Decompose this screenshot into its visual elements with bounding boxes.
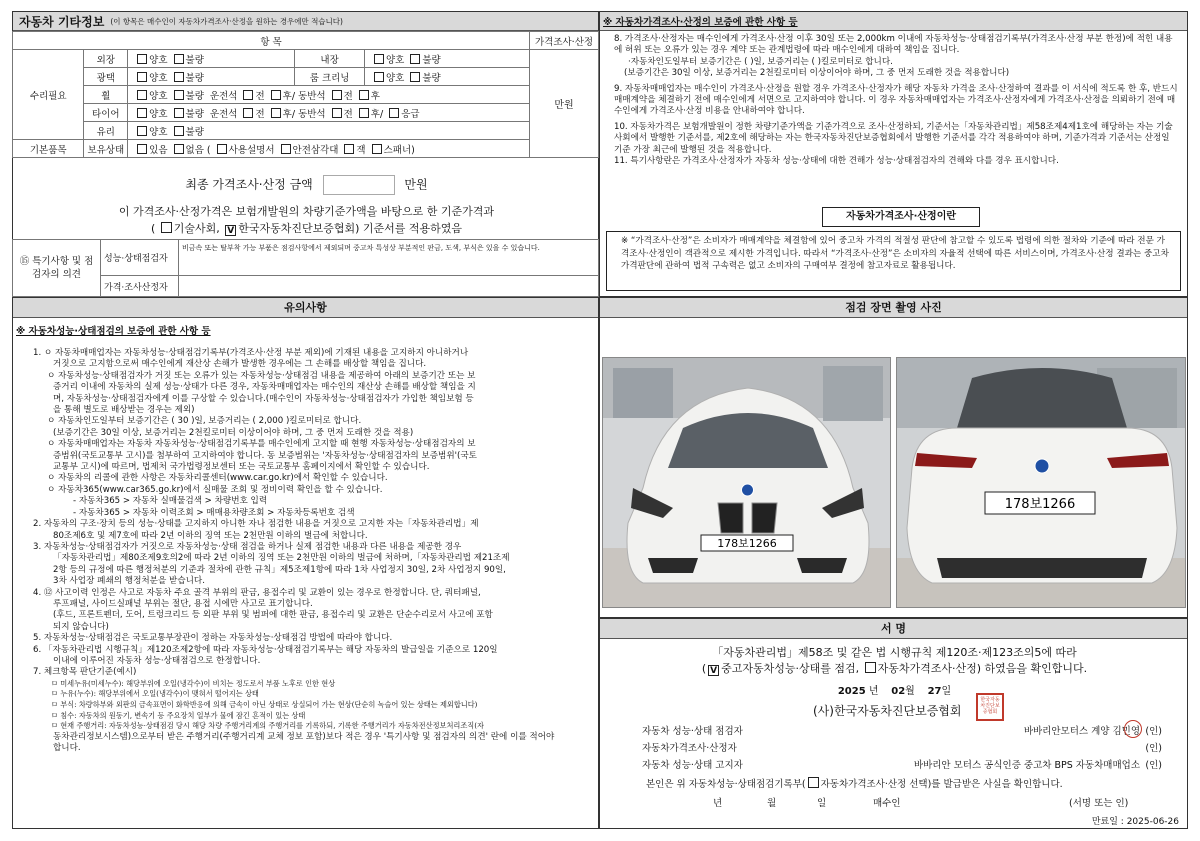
receipt-text-b: 자동차가격조사·산정 선택)를 발급받은 사실을 확인합니다. [820,779,1063,790]
checkbox-bad[interactable] [410,54,420,64]
checkbox-front[interactable] [332,90,342,100]
signer-role: 자동차 성능·상태 고지자 [642,760,743,771]
notice-line: 6. 「자동차관리법 시행규칙」제120조제2항에 따라 자동차성능·상태점검기록부는 해당 자동차의 발급일을 기준으로 120일 [33,644,498,655]
checkbox-bad[interactable] [174,126,184,136]
signer-role: 자동차 성능·상태 점검자 [642,726,743,737]
notice-line: 합니다. [53,743,81,754]
checkbox-good[interactable] [137,72,147,82]
bad-label: 불량 [185,126,204,138]
buyer-label: 매수인 [873,798,901,809]
good-label: 양호 [149,126,168,138]
vehicle-other-info-section [12,11,599,297]
section-header [600,12,1187,31]
notice-line: 3차 사업장 폐쇄의 행정처분을 받습니다. [53,576,205,587]
front-label: 전 [343,90,353,102]
checkbox-triangle[interactable] [281,144,291,154]
notice-line: ㅇ 자동차매매업자는 자동차 자동차성능·상태점검기록부를 매수인에게 고지할 때 현행 자동차성능·상태점검자의 보 [47,439,476,450]
bad-label: 불량 [185,72,204,84]
driver-seat-label: 운전석 [209,90,238,102]
col-item-header: 항 목 [13,32,530,50]
notice-line: ㅁ 부식: 차량하부와 외판의 금속표면이 화학반응에 의해 금속이 아닌 상태로 상실되어 가는 현상(단순히 녹슬어 있는 상태는 제외합니다) [51,699,478,709]
jack-label: 잭 [356,144,366,156]
notice-line: 1. ㅇ 자동차매매업자는 자동차성능·상태점검기록부(가격조사·산정 부분 제외)에 기재된 내용을 고지하지 아니하거나 [33,348,469,358]
front-plate-text: 178보1266 [717,537,777,550]
date-month-label: 월 [767,798,777,809]
notice-line: (후드, 프론트펜더, 도어, 트렁크리드 등 외판 부위 및 범퍼에 대한 판금, 용접수리 및 교환은 단순수리로서 사고에 포함 [53,610,493,621]
receipt-line [646,776,1186,790]
notice-line: 이내에 이루어진 자동차 성능·상태점검으로 한정합니다. [53,655,261,666]
seal-mark[interactable]: (인) [1145,743,1162,754]
confirm-line: ( V 중고자동차성능·상태를 점검, 자동차가격조사·산정) 하였음을 확인합니다. [701,662,1088,676]
notice-line: 동차관리정보시스템)으로부터 받은 주행거리(주행거리계 교체 정보 포함)보다 적은 경우 '특기사항 및 점검자의 의견' 란에 이를 적어야 [53,731,555,742]
price-basis-line: 이 가격조사·산정가격은 보험개발원의 차량기준가액을 바탕으로 한 기준가격과 [118,205,495,218]
checkbox-have[interactable] [137,144,147,154]
checkbox-rear[interactable] [359,108,369,118]
notice-title: 유의사항 [13,298,598,318]
issue-date [600,682,1189,697]
notice-line: ㅁ 현재 주행거리: 자동차성능·상태점검 당시 해당 차량 주행거리계의 주행거리를 기록하되, 기록한 주행거리가 자동차전산정보처리조직(자 [51,721,484,731]
notice-line: 4. ⑫ 사고이력 인정은 사고로 자동차 주요 골격 부위의 판금, 용접수리 및 교환이 있는 경우로 한정합니다. 단, 쿼터패널, [33,587,481,598]
notice-line: ㅇ 자동차의 리콜에 관한 사항은 자동차리콜센터(www.car.go.kr)에서 확인할 수 있습니다. [47,473,388,484]
notice-line: 되지 않습니다) [53,621,109,632]
row-label-gloss: 광택 [84,68,128,86]
checkbox-bad[interactable] [174,90,184,100]
row-label-interior: 내장 [295,50,365,68]
row-label-glass: 유리 [84,122,128,140]
notice-line: 교통부 고시)에 따르며, 법제처 국가법령정보센터 또는 국토교통부 홈페이지에서 확인할 수 있습니다. [53,462,430,473]
final-price-row [13,175,600,195]
seal-mark[interactable]: (인) [1145,760,1162,771]
organization-seal [976,693,1004,721]
checkbox-front[interactable] [243,108,253,118]
item-8-sub1: ·자동차인도일부터 보증기간은 ( )일, 보증거리는 ( )킬로미터로 합니다. [628,56,893,67]
checkbox-bad[interactable] [410,72,420,82]
month-unit: 월 [905,686,915,697]
price-basis-options: ( 기술사회, V 한국자동차진단보증협회) 기준서를 적용하였음 [150,222,463,236]
inspector-seal [1124,720,1142,738]
signer-row [642,757,1174,774]
price-definition-title: 자동차가격조사·산정이란 [822,207,980,227]
basic-items-label: 기본품목 [13,140,84,158]
expiry-date: 만료일 : 2025-06-26 [1091,817,1179,827]
tech-society-label: 기술사회, [173,222,220,235]
performance-inspector-note: 비금속 또는 탈부착 가능 부품은 점검사항에서 제외되며 중고차 특성상 부분적인 판금, 도색, 부식은 있을 수 있습니다. [179,240,599,276]
issue-day: 27 [927,686,942,697]
good-label: 양호 [149,54,168,66]
passenger-seat-label: / 동반석 [291,90,326,102]
section-subtitle: (이 항목은 매수인이 자동차가격조사·산정을 원하는 경우에만 적습니다) [110,16,343,26]
notice-line: ㅇ 자동차인도일부터 보증기간은 ( 30 )일, 보증거리는 ( 2,000 )킬로미터로 합니다. [47,416,362,427]
signer-row [642,740,1174,757]
checkbox-good[interactable] [137,108,147,118]
price-inspector-label: 가격·조사산정자 [101,276,179,297]
checkbox-spanner[interactable] [372,144,382,154]
performance-inspection-label: 중고자동차성능·상태를 점검, [721,662,860,675]
seal-text: 한국자동차진단보증협회 [980,697,1000,715]
manual-label: 사용설명서 [228,144,275,156]
item-11: 11. 특기사항란은 가격조사·산정자가 자동차 성능·상태에 대한 견해가 성능·상태점검자의 견해와 다를 경우 표시합니다. [614,156,1059,167]
price-definition-text: ※ “가격조사·산정”은 소비자가 매매계약을 체결함에 있어 중고차 가격의 적절성 판단에 참고할 수 있도록 법령에 의한 절차와 기준에 따라 전문 가격조사·산정인이 객관적으로 제시한 가격입니다. 따라서 “가격조사·산정”은 소비자의 자율적 선택에 따른 서비스이며, 가격조사·산정 결과는 중고차 가격판단에 관하여 법적 구속력은 없고 소비자의 구매여부 결정에 참고자료로 활용됩니다. [621,236,1169,271]
signer-name: 바바리안 모터스 공식인증 중고차 BPS 자동차매매업소 [913,760,1140,771]
checkbox-receipt-price[interactable] [808,777,819,788]
rear-label: 후 [370,90,380,102]
checkbox-front[interactable] [332,108,342,118]
section-title: ※ 자동차가격조사·산정의 보증에 관한 사항 등 [603,17,798,28]
notice-line: 5. 자동차성능·상태점검은 국토교통부장관이 정하는 자동차성능·상태점검 방법에 따라야 합니다. [33,633,393,644]
row-label-holding: 보유상태 [84,140,128,158]
notice-line: 3. 자동차성능·상태점검자가 거짓으로 자동차성능·상태 점검을 하거나 실제 점검한 내용과 다른 내용을 제공한 경우 [33,541,462,552]
signer-rows [642,723,1174,774]
price-guarantee-section [599,11,1188,297]
signer-row [642,723,1174,740]
issue-month: 02 [891,686,906,697]
good-label: 양호 [149,108,168,120]
checkbox-none[interactable] [174,144,184,154]
checkbox-manual[interactable] [217,144,227,154]
notice-line: 7. 체크항목 판단기준(예시) [33,667,137,678]
front-car-image [603,358,891,608]
bad-label: 불량 [422,72,441,84]
front-label: 전 [255,108,265,120]
notice-line: 루프패널, 사이드실패널 부위는 절단, 용접 시에만 사고로 표기합니다. [53,598,313,609]
col-price-header: 가격조사·산정 [530,32,599,50]
item-9: 9. 자동차매매업자는 매수인이 가격조사·산정을 원할 경우 가격조사·산정자가 해당 자동차 가격을 조사·산정하여 결과를 이 서식에 적도록 한 후, 반드시 매매계약을 체결하기 전에 매수인에게 서면으로 고지하여야 합니다. 이 경우 자동차매매업자는 가격조사·산정자에게 가격조사·산정을 의뢰하기 전에 매수인에게 가격조사·산정 비용을 안내하여야 합니다. [614,83,1178,117]
have-label: 있음 [149,144,168,156]
bad-label: 불량 [422,54,441,66]
notice-line: 2항 등의 규정에 따른 행정처분의 기준과 절차에 관한 규칙」제5조제1항에 따라 1차 사업정지 30일, 2차 사업정지 90일, [53,564,506,575]
item-10: 10. 자동차가격은 보험개발원이 정한 차량기준가액을 기준가격으로 조사·산정하되, 기준서는「자동차관리법」제58조제4제1호에 해당하는 자는 기술사회에서 발행한 기준서를, 제2호에 해당하는 자는 한국자동차진단보증협회에서 발행한 기준서를 각각 적용하여야 하며, 기준가격과 기준서는 산정일 기준 가장 최근에 발행된 것을 적용합니다. [614,121,1173,155]
repair-needed-label: 수리필요 [13,50,84,140]
signer-name: 바바리안모터스 계양 김민영 [1023,726,1140,737]
final-price-input[interactable] [323,175,395,195]
notice-line: ㅇ 자동차365(www.car365.go.kr)에서 실매물 조회 및 정비이력 확인을 할 수 있습니다. [47,484,383,495]
notice-line: (보증기간은 30일 이상, 보증거리는 2천킬로미터 이상이어야 하며, 그 중 먼저 도래한 것을 적용) [53,427,414,438]
good-label: 양호 [149,72,168,84]
notice-line: - 자동차365 > 자동차 이력조회 > 매매용차량조회 > 자동차등록번호 검색 [73,507,355,518]
row-label-room-cleaning: 룸 크리닝 [295,68,365,86]
emergency-label: 응급 [401,108,420,120]
row-label-wheel: 휠 [84,86,128,104]
bad-label: 불량 [185,108,204,120]
checkbox-good[interactable] [137,54,147,64]
day-unit: 일 [941,686,952,697]
driver-seat-label: 운전석 [209,108,238,120]
row-label-exterior: 외장 [84,50,128,68]
notice-line: 며, 자동차성능·상태점검자에게 이를 구상할 수 있습니다.(매수인이 자동차성능·상태점검자가 가입한 책임보험 등 [53,393,474,404]
date-year-label: 년 [713,798,723,809]
notice-line: ㅇ 자동차성능·상태점검자가 거짓 또는 오류가 있는 자동차성능·상태점검 내용을 제공하여 아래의 보증기간 또는 보 [47,370,476,381]
buyer-sign-mark[interactable]: (서명 또는 인) [1069,798,1129,809]
special-notes-label: ⑮ 특기사항 및 점검자의 의견 [13,240,101,297]
spanner-label: 스패너 [383,144,412,156]
rear-photo [896,357,1186,608]
notice-subtitle: ※ 자동차성능·상태점검의 보증에 관한 사항 등 [16,326,211,337]
price-inspector-note [179,276,599,297]
price-unit: 만원 [530,50,599,158]
checkbox-bad[interactable] [174,72,184,82]
front-label: 전 [343,108,353,120]
notice-line: - 자동차365 > 자동차 실매물검색 > 차량번호 입력 [73,496,268,507]
checkbox-kaa[interactable]: V [225,225,236,236]
checkbox-front[interactable] [243,90,253,100]
good-label: 양호 [149,90,168,102]
none-label: 없음 [185,144,204,156]
notice-line: 「자동차관리법」제80조제9호의2에 따라 2년 이하의 징역 또는 2천만원 이하의 벌금에 처하며,「자동차관리법 제21조제 [53,553,510,564]
checkbox-rear[interactable] [271,90,281,100]
checkbox-good[interactable] [374,54,384,64]
performance-inspector-label: 성능·상태점검자 [101,240,179,276]
rear-car-image [897,358,1186,608]
signature-title: 서 명 [600,619,1187,639]
good-label: 양호 [385,54,405,66]
date-day-label: 일 [817,798,827,809]
section-header [13,12,598,31]
checkbox-good[interactable] [374,72,384,82]
bad-label: 불량 [185,54,204,66]
checkbox-rear[interactable] [271,108,281,118]
bad-label: 불량 [185,90,204,102]
checkbox-jack[interactable] [344,144,354,154]
item-8: 8. 가격조사·산정자는 매수인에게 가격조사·산정 이후 30일 또는 2,000km 이내에 자동차성능·상태점검기록부(가격조사·산정 부분 한정)에 적힌 내용에 허위 또는 오류가 있는 경우 계약 또는 관계법령에 따라 매수인에게 대하여 책임을 집니다. [614,34,1173,56]
photo-title: 점검 장면 촬영 사진 [600,298,1187,318]
notice-line: ㅁ 침수: 자동차의 원동기, 변속기 등 주요장치 일부가 물에 잠긴 흔적이 있는 상태 [51,710,306,720]
checkbox-rear[interactable] [359,90,369,100]
seal-mark[interactable]: (인) [1145,726,1162,737]
rear-label: 후 [282,108,292,120]
checkbox-good[interactable] [137,126,147,136]
final-price-label: 최종 가격조사·산정 금액 [185,177,313,192]
good-label: 양호 [385,72,405,84]
notice-line: 을 통해 별도로 배상받는 경우는 제외) [53,405,195,416]
checkbox-good[interactable] [137,90,147,100]
repair-table: 항 목 가격조사·산정 수리필요 외장 양호 불량 내장 양호 불량 만원 광택 양호 불량 룸 크리닝 양호 불량 휠 양호 불량 운전석 전 후/ 동반석 전 후 타이어 양호 불량 운전석 전 후/ 동반석 전 후/ 응급 유리 양호 불량 기본품목 보유상태 있음 없음 ( 사용설명서 안전삼각대 잭 스패너) [12,31,599,158]
basis-tail: ) 기준서를 적용하였음 [355,222,463,235]
kaa-label: 한국자동차진단보증협회 [238,222,356,235]
notice-line: 증범위(국토교통부 고시)를 첨부하여 고지하여야 합니다. 동 보증범위는 '자동차성능·상태점검자의 보증범위'(국토 [53,450,477,461]
signer-role: 자동차가격조사·산정자 [642,743,737,754]
notice-section [12,297,599,829]
checkbox-performance-inspection[interactable]: V [708,665,719,676]
notice-line: ㅁ 누유(누수): 해당부위에서 오일(냉각수)이 맺혀서 떨어지는 상태 [51,689,259,699]
front-label: 전 [255,90,265,102]
checkbox-price-survey[interactable] [865,662,876,673]
rear-plate-text: 178보1266 [1004,497,1076,512]
final-price-unit: 만원 [404,177,428,192]
rear-label: 후 [370,108,380,120]
checkbox-tech-society[interactable] [161,222,172,233]
year-unit: 년 [868,686,879,697]
checkbox-bad[interactable] [174,54,184,64]
notice-line: 증거리 이내에 자동차의 실제 성능·상태가 다른 경우, 자동차매매업자는 매수인의 재산상 손해를 배상할 책임을 지 [53,382,476,393]
checkbox-bad[interactable] [174,108,184,118]
passenger-seat-label: / 동반석 [291,108,326,120]
receipt-text-a: 본인은 위 자동차성능·상태점검기록부( [646,779,806,790]
issue-year: 2025 [837,686,866,697]
row-label-tire: 타이어 [84,104,128,122]
special-notes-table [12,239,599,297]
notice-line: 2. 자동차의 구조·장치 등의 성능·상태를 고지하지 아니한 자나 점검한 내용을 거짓으로 고지한 자는「자동차관리법」제 [33,519,479,530]
notice-line: ㅁ 미세누유(미세누수): 해당부위에 오일(냉각수)이 비치는 정도로서 부품 노후로 인한 현상 [51,678,336,688]
notice-line: 거짓으로 고지함으로써 매수인에게 재산상 손해가 발생한 경우에는 그 손해를 배상할 책임을 집니다. [53,359,427,370]
notice-list [33,348,593,755]
signature-section [599,618,1188,829]
photo-section [599,297,1188,618]
price-guarantee-items [614,34,1180,167]
law-basis-line: 「자동차관리법」제58조 및 같은 법 시행규칙 제120조·제123조의5에 따라 [712,646,1077,659]
issuing-organization: (사)한국자동차진단보증협회 [813,704,962,718]
section-title: 자동차 기타정보 [19,14,105,29]
item-8-sub2: (보증기간은 30일 이상, 보증거리는 2천킬로미터 이상이어야 하며, 그 중 먼저 도래한 것을 적용합니다) [624,68,1010,79]
price-definition-box [606,231,1181,291]
notice-line: 80조제6호 및 제7호에 따라 2년 이하의 징역 또는 2천만원 이하의 벌금에 처합니다. [53,530,368,541]
rear-label: 후 [282,90,292,102]
checkbox-emergency[interactable] [389,108,399,118]
front-photo [602,357,891,608]
triangle-label: 안전삼각대 [292,144,339,156]
price-survey-label: 자동차가격조사·산정) 하였음을 확인합니다. [877,662,1088,675]
